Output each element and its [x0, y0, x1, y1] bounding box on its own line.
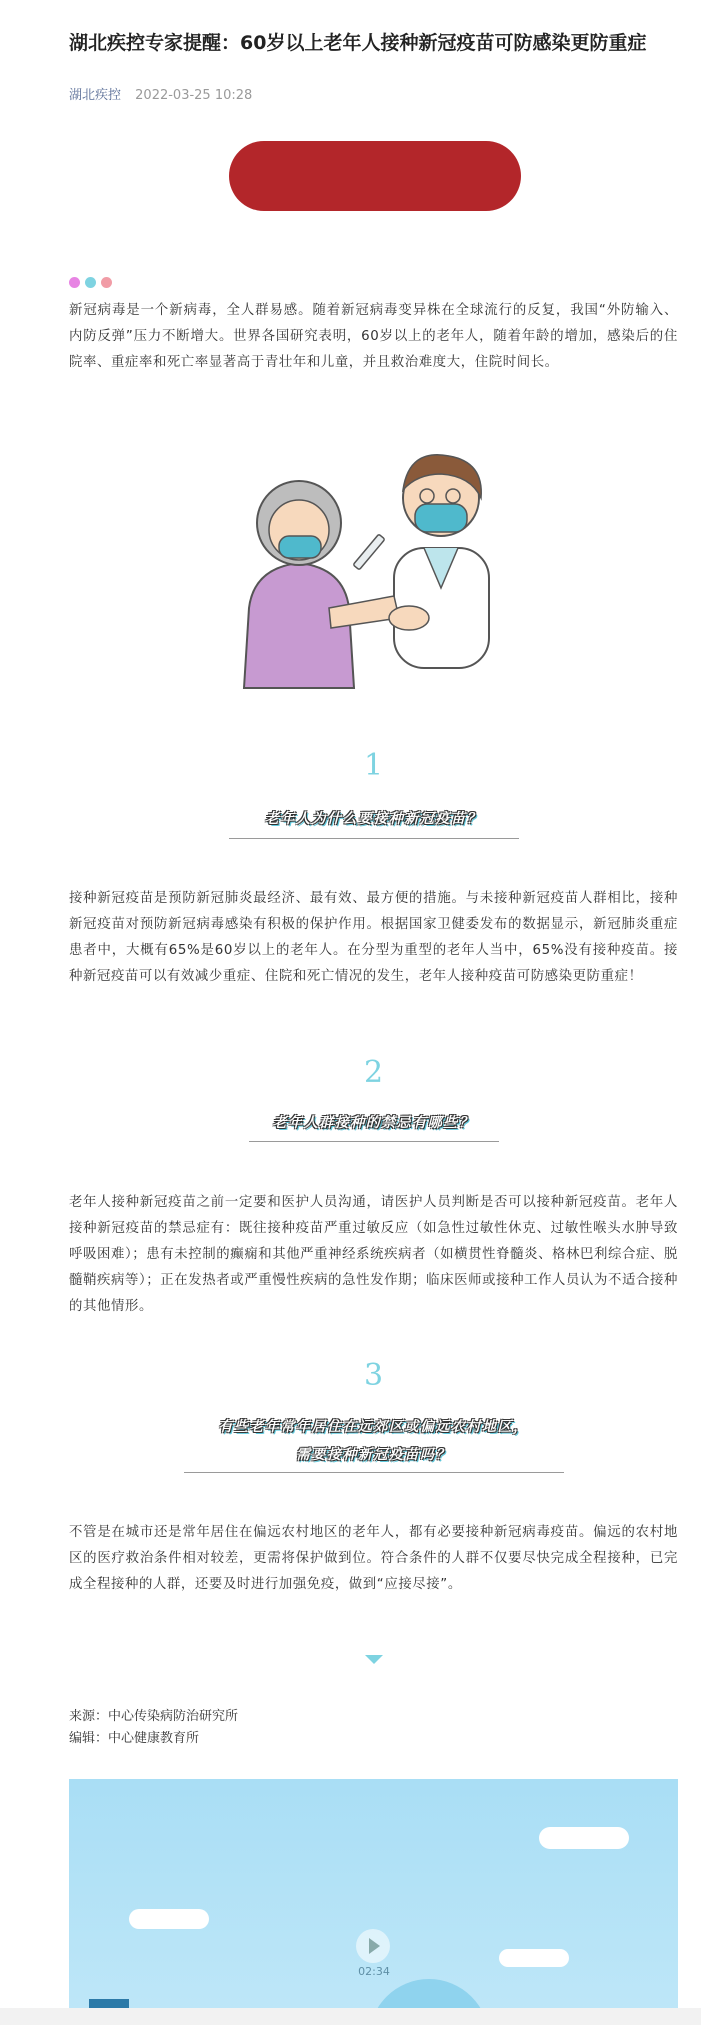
section-paragraph: 不管是在城市还是常年居住在偏远农村地区的老年人，都有必要接种新冠病毒疫苗。偏远的农村地区的医疗救治条件相对较差，更需将保护做到位。符合条件的人群不仅要尽快完成全程接种，已完成全程接种的人群，还要及时进行加强免疫，做到“应接尽接”。: [69, 1525, 678, 1592]
article-meta: [69, 84, 252, 103]
editor-credit: 编辑：中心健康教育所: [69, 1731, 200, 1746]
heading-underline: [229, 838, 519, 839]
banner-pill: [229, 141, 521, 211]
section-number: 1: [363, 748, 384, 783]
section-heading-line2: 需要接种新冠疫苗吗？: [296, 1447, 451, 1463]
source-credit: 来源：中心传染病防治研究所: [69, 1709, 239, 1724]
section-heading: 老年人群接种的禁忌有哪些？: [272, 1115, 475, 1131]
section-heading: 老年人为什么要接种新冠疫苗？: [265, 811, 482, 827]
heading-underline: [184, 1472, 564, 1473]
heading-underline: [249, 1141, 499, 1142]
dot-icon: [85, 277, 96, 288]
play-icon[interactable]: [356, 1929, 390, 1963]
cloud-shape: [499, 1949, 569, 1967]
section-paragraph: 接种新冠疫苗是预防新冠肺炎最经济、最有效、最方便的措施。与未接种新冠疫苗人群相比，接种新冠疫苗对预防新冠病毒感染有积极的保护作用。根据国家卫健委发布的数据显示，新冠肺炎重症患者中，大概有65%是60岁以上的老年人。在分型为重型的老年人当中，65%没有接种疫苗。接种新冠疫苗可以有效减少重症、住院和死亡情况的发生，老年人接种疫苗可防感染更防重症！: [69, 891, 678, 984]
bottom-bar: [0, 2008, 701, 2025]
down-triangle-icon: [365, 1655, 383, 1664]
section-heading-line1: 有些老年常年居住在远郊区或偏远农村地区，: [218, 1419, 529, 1435]
cloud-shape: [129, 1909, 209, 1929]
cloud-shape: [539, 1827, 629, 1849]
section-paragraph: 老年人接种新冠疫苗之前一定要和医护人员沟通，请医护人员判断是否可以接种新冠疫苗。老年人接种新冠疫苗的禁忌症有：既往接种疫苗严重过敏反应（如急性过敏性休克、过敏性喉头水肿导致呼吸困难）；患有未控制的癫痫和其他严重神经系统疾病者（如横贯性脊髓炎、格林巴利综合症、脱髓鞘疾病等）；正在发热者或严重慢性疾病的急性发作期；临床医师或接种工作人员认为不适合接种的其他情形。: [69, 1195, 678, 1314]
decorative-dots: [69, 277, 112, 288]
section-number: 2: [363, 1055, 384, 1090]
dot-icon: [101, 277, 112, 288]
vaccination-illustration: [219, 428, 539, 708]
video-player[interactable]: [69, 1779, 678, 2025]
video-duration: 02:34: [358, 1965, 390, 1978]
article-title: 湖北疾控专家提醒：60岁以上老年人接种新冠疫苗可防感染更防重症: [69, 31, 647, 54]
intro-paragraph: 新冠病毒是一个新病毒，全人群易感。随着新冠病毒变异株在全球流行的反复，我国“外防输入、内防反弹”压力不断增大。世界各国研究表明，60岁以上的老年人，随着年龄的增加，感染后的住院率、重症率和死亡率显著高于青壮年和儿童，并且救治难度大，住院时间长。: [69, 303, 678, 370]
section-number: 3: [363, 1358, 384, 1393]
dot-icon: [69, 277, 80, 288]
account-link[interactable]: 湖北疾控: [69, 88, 122, 103]
publish-datetime: 2022-03-25 10:28: [135, 88, 253, 103]
